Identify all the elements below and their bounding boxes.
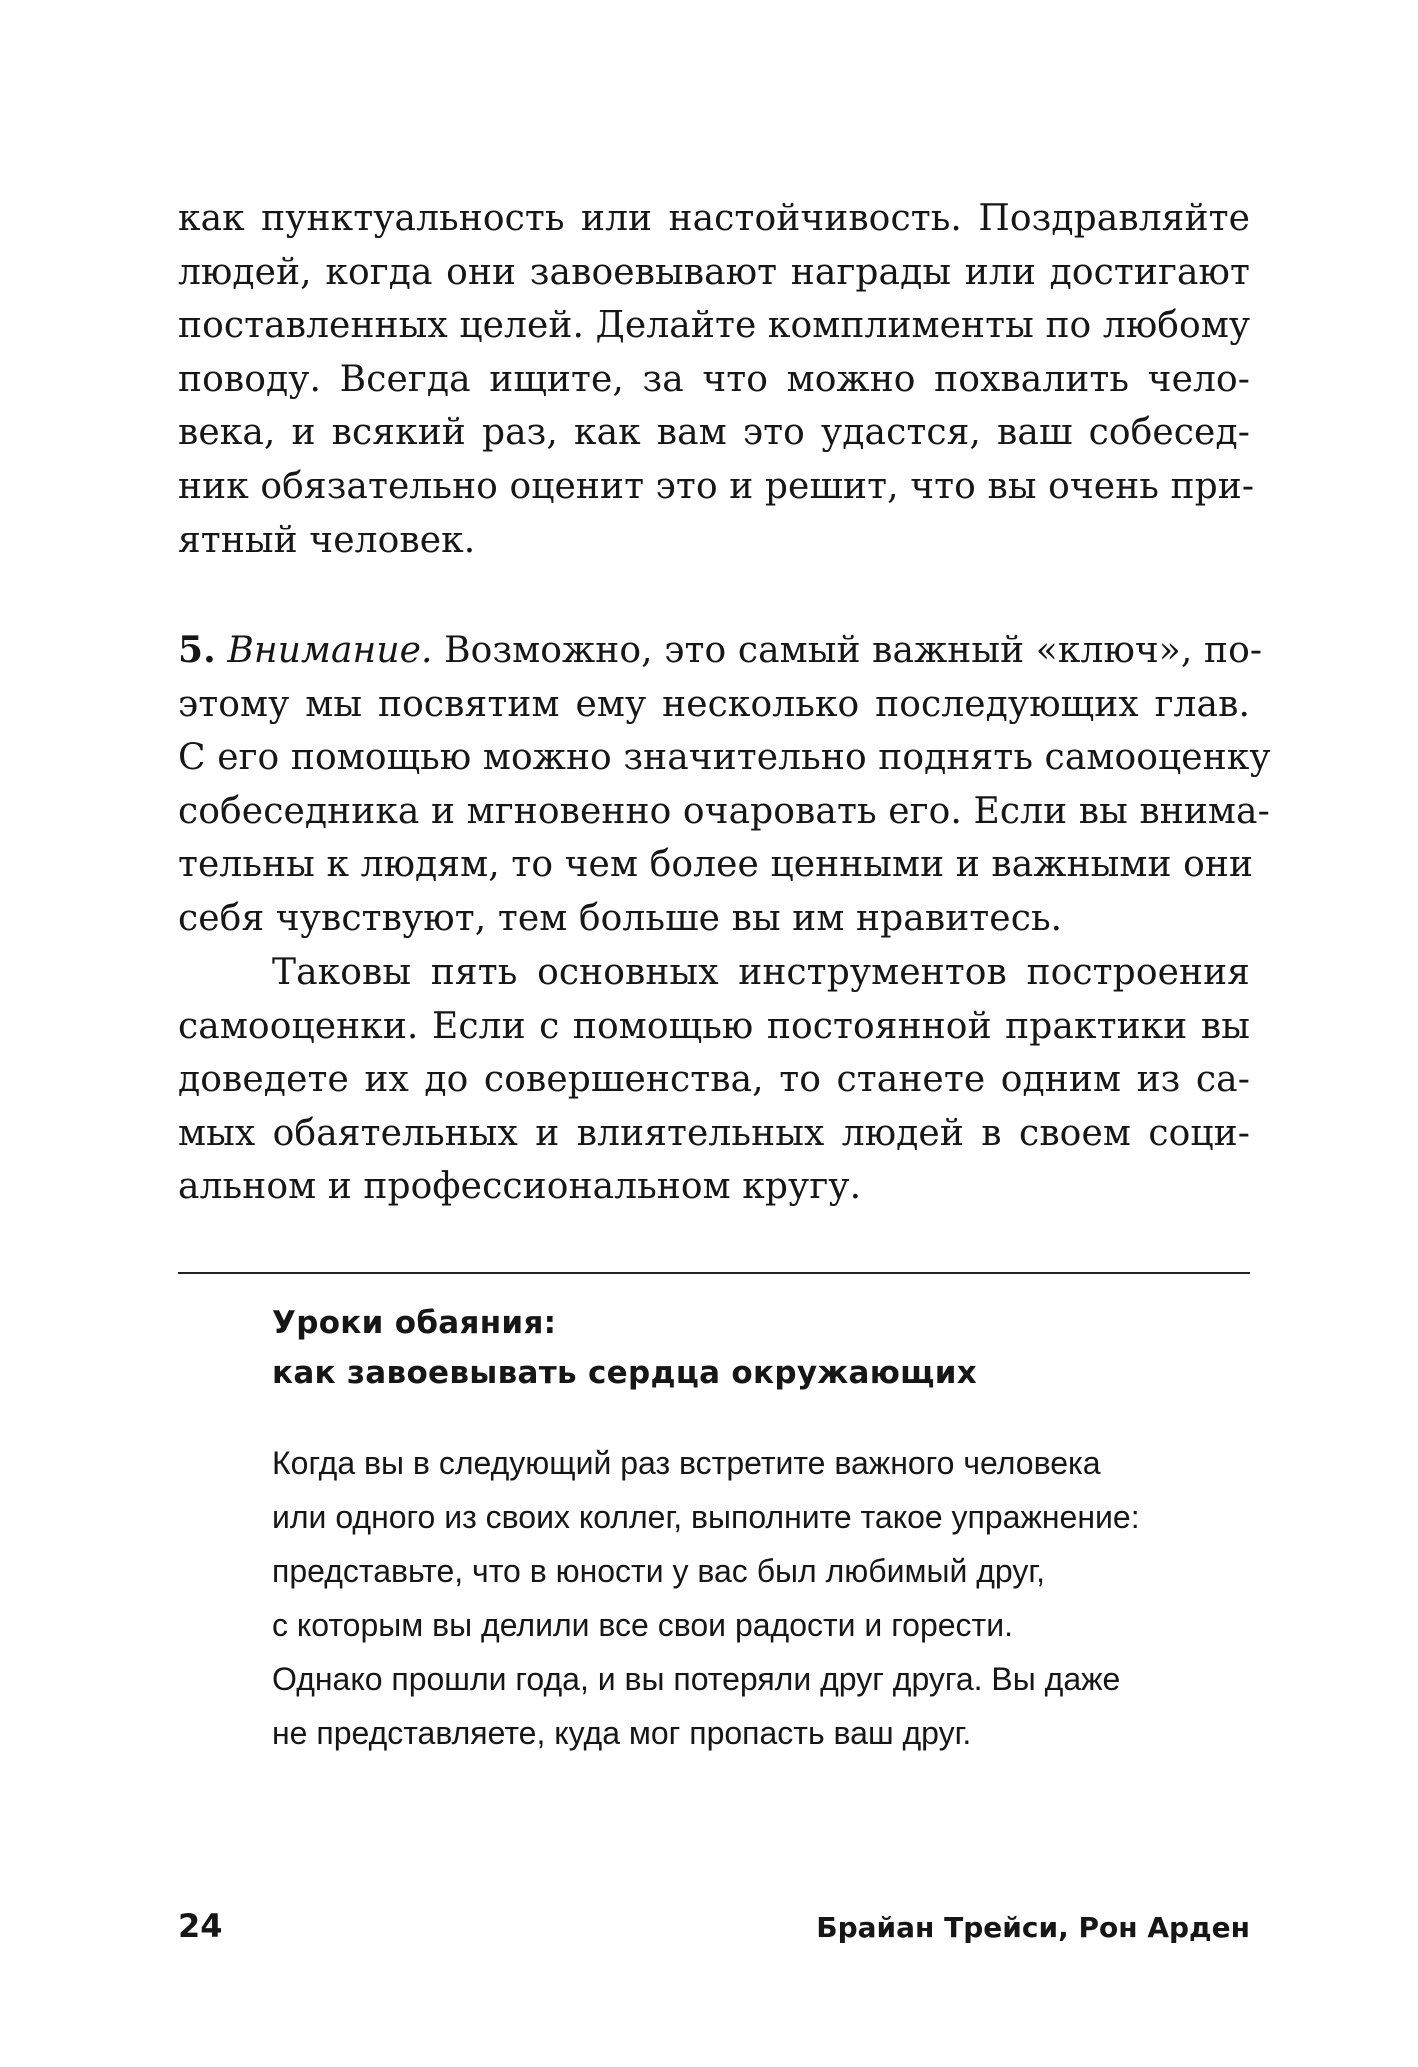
page-number: 24 [178, 1907, 223, 1945]
text-line: этому мы посвятим ему несколько последующих глав. [178, 683, 1250, 725]
text-line: мых обаятельных и влиятельных людей в своем соци- [178, 1112, 1250, 1154]
box-text-line: с которым вы делили все свои радости и горести. [272, 1607, 1013, 1643]
text-line: ник обязательно оценит это и решит, что вы очень при- [178, 465, 1255, 507]
text-line: себя чувствуют, тем больше вы им нравитесь. [178, 897, 1063, 939]
text-line: как пунктуальность или настойчивость. Поздравляйте [178, 198, 1250, 239]
box-heading [272, 1298, 1172, 1398]
box-text-line: Когда вы в следующий раз встретите важного человека [272, 1445, 1101, 1481]
section-divider [178, 1272, 1250, 1274]
text-line: альном и профессиональном кругу. [178, 1166, 862, 1208]
text-line: поставленных целей. Делайте комплименты по любому [178, 305, 1251, 347]
text-line: ятный человек. [178, 519, 476, 561]
list-item-attention [178, 624, 1271, 946]
item-title: Внимание. [227, 630, 433, 671]
text-line: собеседника и мгновенно очаровать его. Если вы внима- [178, 790, 1270, 832]
text-line: доведете их до совершенства, то станете одним из са- [178, 1059, 1250, 1101]
text-line: самооценки. Если с помощью постоянной практики вы [178, 1005, 1250, 1047]
text-line: С его помощью можно значительно поднять самооценку [178, 737, 1271, 779]
text-line [178, 624, 1263, 678]
running-footer-author: Брайан Трейси, Рон Арден [816, 1911, 1250, 1944]
item-number: 5. [178, 629, 216, 671]
paragraph-continuation [178, 192, 1255, 567]
box-body [272, 1436, 1232, 1760]
text-line: людей, когда они завоевывают награды или достигают [178, 251, 1250, 293]
box-text-line: не представляете, куда мог пропасть ваш друг. [272, 1715, 972, 1751]
text-line: века, и всякий раз, как вам это удастся, ваш собесед- [178, 412, 1250, 454]
box-text-line: представьте, что в юности у вас был любимый друг, [272, 1553, 1045, 1589]
item-text: Возможно, это самый важный «ключ», по- [444, 630, 1263, 671]
text-line: тельны к людям, то чем более ценными и важными они [178, 844, 1254, 886]
box-heading-line: как завоевывать сердца окружающих [272, 1355, 978, 1391]
box-heading-line: Уроки обаяния: [272, 1305, 557, 1341]
paragraph-summary [178, 946, 1250, 1214]
box-text-line: Однако прошли года, и вы потеряли друг друга. Вы даже [272, 1661, 1121, 1697]
text-line: Таковы пять основных инструментов построения [272, 952, 1250, 993]
box-text-line: или одного из своих коллег, выполните такое упражнение: [272, 1499, 1140, 1535]
text-line: поводу. Всегда ищите, за что можно похвалить чело- [178, 358, 1250, 400]
